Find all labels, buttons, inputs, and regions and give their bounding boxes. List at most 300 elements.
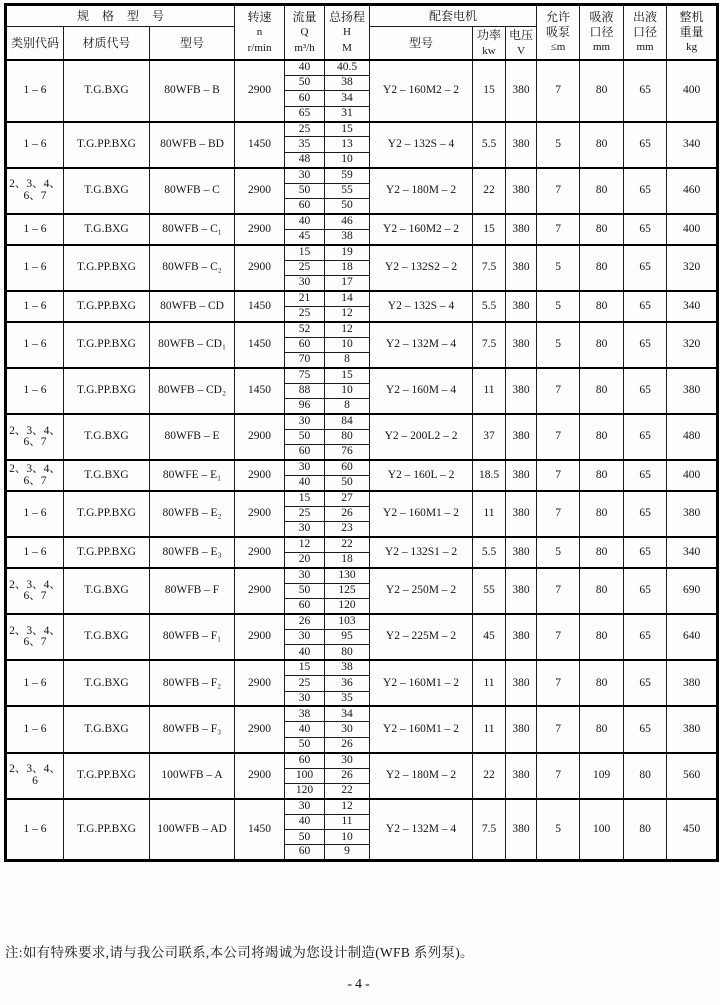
category-cell: 1 – 6 bbox=[6, 660, 64, 706]
power-cell: 7.5 bbox=[473, 322, 506, 368]
material-cell: T.G.BXG bbox=[64, 414, 150, 460]
voltage-cell: 380 bbox=[506, 753, 537, 799]
outlet-diameter-cell: 65 bbox=[624, 614, 667, 660]
material-cell: T.G.PP.BXG bbox=[64, 753, 150, 799]
inlet-diameter-cell: 80 bbox=[580, 60, 624, 122]
model-cell: 80WFB – E₃ bbox=[150, 537, 235, 568]
suction-cell: 5 bbox=[537, 799, 580, 861]
head-cell: 12 bbox=[325, 799, 370, 814]
table-row bbox=[6, 214, 718, 229]
model-cell: 100WFB – AD bbox=[150, 799, 235, 861]
category-cell: 2、3、4、6、7 bbox=[6, 460, 64, 491]
model-cell: 80WFB – C₂ bbox=[150, 245, 235, 291]
head-cell: 26 bbox=[325, 768, 370, 783]
table-row bbox=[6, 537, 718, 552]
head-cell: 36 bbox=[325, 676, 370, 691]
category-cell: 1 – 6 bbox=[6, 291, 64, 322]
motor-model-cell: Y2 – 160L – 2 bbox=[370, 460, 473, 491]
voltage-cell: 380 bbox=[506, 460, 537, 491]
header-head: 总扬程 H M bbox=[325, 5, 370, 61]
head-cell: 30 bbox=[325, 753, 370, 768]
suction-cell: 5 bbox=[537, 537, 580, 568]
header-material-code: 材质代号 bbox=[64, 27, 150, 61]
motor-model-cell: Y2 – 225M – 2 bbox=[370, 614, 473, 660]
motor-model-cell: Y2 – 132S1 – 2 bbox=[370, 537, 473, 568]
flow-cell: 38 bbox=[285, 706, 325, 721]
motor-model-cell: Y2 – 180M – 2 bbox=[370, 753, 473, 799]
head-cell: 8 bbox=[325, 399, 370, 414]
head-cell: 23 bbox=[325, 522, 370, 537]
head-cell: 12 bbox=[325, 322, 370, 337]
speed-cell: 2900 bbox=[235, 706, 285, 752]
voltage-cell: 380 bbox=[506, 706, 537, 752]
head-cell: 26 bbox=[325, 506, 370, 521]
outlet-diameter-cell: 65 bbox=[624, 706, 667, 752]
category-cell: 1 – 6 bbox=[6, 491, 64, 537]
speed-cell: 2900 bbox=[235, 568, 285, 614]
suction-cell: 7 bbox=[537, 460, 580, 491]
head-cell: 19 bbox=[325, 245, 370, 260]
flow-cell: 30 bbox=[285, 168, 325, 183]
material-cell: T.G.PP.BXG bbox=[64, 368, 150, 414]
head-cell: 26 bbox=[325, 737, 370, 752]
flow-cell: 25 bbox=[285, 306, 325, 321]
head-cell: 80 bbox=[325, 645, 370, 660]
table-row bbox=[6, 60, 718, 75]
flow-cell: 15 bbox=[285, 491, 325, 506]
power-cell: 11 bbox=[473, 368, 506, 414]
power-cell: 22 bbox=[473, 168, 506, 214]
header-category-code: 类别代码 bbox=[6, 27, 64, 61]
model-cell: 80WFB – F₃ bbox=[150, 706, 235, 752]
material-cell: T.G.PP.BXG bbox=[64, 291, 150, 322]
flow-cell: 88 bbox=[285, 383, 325, 398]
speed-cell: 2900 bbox=[235, 245, 285, 291]
model-cell: 80WFE – E₁ bbox=[150, 460, 235, 491]
table-row bbox=[6, 799, 718, 814]
head-cell: 15 bbox=[325, 122, 370, 137]
head-cell: 18 bbox=[325, 260, 370, 275]
power-cell: 5.5 bbox=[473, 291, 506, 322]
head-cell: 38 bbox=[325, 229, 370, 244]
speed-cell: 1450 bbox=[235, 291, 285, 322]
suction-cell: 7 bbox=[537, 753, 580, 799]
suction-cell: 7 bbox=[537, 614, 580, 660]
head-cell: 27 bbox=[325, 491, 370, 506]
category-cell: 2、3、4、6、7 bbox=[6, 614, 64, 660]
weight-cell: 640 bbox=[667, 614, 718, 660]
model-cell: 80WFB – B bbox=[150, 60, 235, 122]
flow-cell: 96 bbox=[285, 399, 325, 414]
head-cell: 55 bbox=[325, 183, 370, 198]
flow-cell: 12 bbox=[285, 537, 325, 552]
page-number: -4- bbox=[347, 977, 373, 992]
head-cell: 34 bbox=[325, 706, 370, 721]
category-cell: 2、3、4、6 bbox=[6, 753, 64, 799]
model-cell: 80WFB – BD bbox=[150, 122, 235, 168]
flow-cell: 60 bbox=[285, 599, 325, 614]
head-cell: 103 bbox=[325, 614, 370, 629]
voltage-cell: 380 bbox=[506, 799, 537, 861]
head-cell: 9 bbox=[325, 845, 370, 860]
flow-cell: 40 bbox=[285, 476, 325, 491]
weight-cell: 480 bbox=[667, 414, 718, 460]
header-spec-group: 规格型号 bbox=[6, 5, 235, 27]
flow-cell: 20 bbox=[285, 553, 325, 568]
outlet-diameter-cell: 65 bbox=[624, 60, 667, 122]
outlet-diameter-cell: 65 bbox=[624, 291, 667, 322]
category-cell: 1 – 6 bbox=[6, 60, 64, 122]
outlet-diameter-cell: 65 bbox=[624, 122, 667, 168]
category-cell: 2、3、4、6、7 bbox=[6, 414, 64, 460]
flow-cell: 40 bbox=[285, 645, 325, 660]
head-cell: 50 bbox=[325, 199, 370, 214]
flow-cell: 75 bbox=[285, 368, 325, 383]
table-row bbox=[6, 122, 718, 137]
head-cell: 22 bbox=[325, 537, 370, 552]
head-cell: 80 bbox=[325, 429, 370, 444]
flow-cell: 45 bbox=[285, 229, 325, 244]
category-cell: 2、3、4、6、7 bbox=[6, 568, 64, 614]
flow-cell: 25 bbox=[285, 260, 325, 275]
speed-cell: 1450 bbox=[235, 322, 285, 368]
head-cell: 15 bbox=[325, 368, 370, 383]
outlet-diameter-cell: 65 bbox=[624, 322, 667, 368]
flow-cell: 50 bbox=[285, 183, 325, 198]
header-outlet-diameter: 出液 口径 mm bbox=[624, 5, 667, 61]
suction-cell: 7 bbox=[537, 706, 580, 752]
motor-model-cell: Y2 – 132S2 – 2 bbox=[370, 245, 473, 291]
inlet-diameter-cell: 80 bbox=[580, 122, 624, 168]
weight-cell: 340 bbox=[667, 122, 718, 168]
footnote: 注:如有特殊要求,请与我公司联系,本公司将竭诚为您设计制造(WFB 系列泵)。 bbox=[5, 945, 474, 960]
head-cell: 18 bbox=[325, 553, 370, 568]
power-cell: 55 bbox=[473, 568, 506, 614]
motor-model-cell: Y2 – 160M1 – 2 bbox=[370, 660, 473, 706]
speed-cell: 1450 bbox=[235, 122, 285, 168]
inlet-diameter-cell: 80 bbox=[580, 414, 624, 460]
flow-cell: 30 bbox=[285, 691, 325, 706]
material-cell: T.G.BXG bbox=[64, 614, 150, 660]
suction-cell: 7 bbox=[537, 414, 580, 460]
weight-cell: 320 bbox=[667, 322, 718, 368]
inlet-diameter-cell: 80 bbox=[580, 537, 624, 568]
speed-cell: 2900 bbox=[235, 168, 285, 214]
table-header bbox=[6, 5, 718, 61]
model-cell: 80WFB – CD₂ bbox=[150, 368, 235, 414]
speed-cell: 2900 bbox=[235, 537, 285, 568]
head-cell: 76 bbox=[325, 445, 370, 460]
header-model: 型号 bbox=[150, 27, 235, 61]
weight-cell: 460 bbox=[667, 168, 718, 214]
head-cell: 40.5 bbox=[325, 60, 370, 75]
voltage-cell: 380 bbox=[506, 491, 537, 537]
motor-model-cell: Y2 – 160M2 – 2 bbox=[370, 60, 473, 122]
table-row bbox=[6, 245, 718, 260]
motor-model-cell: Y2 – 132S – 4 bbox=[370, 122, 473, 168]
head-cell: 46 bbox=[325, 214, 370, 229]
flow-cell: 50 bbox=[285, 583, 325, 598]
flow-cell: 30 bbox=[285, 276, 325, 291]
category-cell: 1 – 6 bbox=[6, 322, 64, 368]
category-cell: 1 – 6 bbox=[6, 245, 64, 291]
category-cell: 1 – 6 bbox=[6, 537, 64, 568]
head-cell: 17 bbox=[325, 276, 370, 291]
header-inlet-diameter: 吸液 口径 mm bbox=[580, 5, 624, 61]
speed-cell: 1450 bbox=[235, 368, 285, 414]
table-row bbox=[6, 291, 718, 306]
outlet-diameter-cell: 65 bbox=[624, 568, 667, 614]
suction-cell: 7 bbox=[537, 660, 580, 706]
head-cell: 120 bbox=[325, 599, 370, 614]
inlet-diameter-cell: 109 bbox=[580, 753, 624, 799]
voltage-cell: 380 bbox=[506, 368, 537, 414]
outlet-diameter-cell: 65 bbox=[624, 491, 667, 537]
inlet-diameter-cell: 80 bbox=[580, 168, 624, 214]
model-cell: 80WFB – E bbox=[150, 414, 235, 460]
inlet-diameter-cell: 80 bbox=[580, 214, 624, 245]
material-cell: T.G.BXG bbox=[64, 60, 150, 122]
voltage-cell: 380 bbox=[506, 660, 537, 706]
inlet-diameter-cell: 80 bbox=[580, 491, 624, 537]
weight-cell: 340 bbox=[667, 291, 718, 322]
flow-cell: 25 bbox=[285, 676, 325, 691]
outlet-diameter-cell: 65 bbox=[624, 245, 667, 291]
speed-cell: 2900 bbox=[235, 214, 285, 245]
head-cell: 10 bbox=[325, 337, 370, 352]
flow-cell: 30 bbox=[285, 414, 325, 429]
suction-cell: 7 bbox=[537, 491, 580, 537]
head-cell: 8 bbox=[325, 352, 370, 367]
flow-cell: 15 bbox=[285, 245, 325, 260]
speed-cell: 2900 bbox=[235, 414, 285, 460]
power-cell: 11 bbox=[473, 706, 506, 752]
flow-cell: 26 bbox=[285, 614, 325, 629]
weight-cell: 380 bbox=[667, 660, 718, 706]
flow-cell: 15 bbox=[285, 660, 325, 675]
flow-cell: 65 bbox=[285, 106, 325, 121]
outlet-diameter-cell: 80 bbox=[624, 799, 667, 861]
material-cell: T.G.PP.BXG bbox=[64, 799, 150, 861]
model-cell: 80WFB – CD₁ bbox=[150, 322, 235, 368]
suction-cell: 5 bbox=[537, 291, 580, 322]
flow-cell: 60 bbox=[285, 91, 325, 106]
category-cell: 1 – 6 bbox=[6, 368, 64, 414]
flow-cell: 50 bbox=[285, 737, 325, 752]
flow-cell: 40 bbox=[285, 60, 325, 75]
suction-cell: 7 bbox=[537, 60, 580, 122]
motor-model-cell: Y2 – 132M – 4 bbox=[370, 322, 473, 368]
flow-cell: 30 bbox=[285, 568, 325, 583]
head-cell: 38 bbox=[325, 75, 370, 90]
suction-cell: 7 bbox=[537, 368, 580, 414]
flow-cell: 60 bbox=[285, 337, 325, 352]
model-cell: 80WFB – F bbox=[150, 568, 235, 614]
flow-cell: 50 bbox=[285, 75, 325, 90]
power-cell: 45 bbox=[473, 614, 506, 660]
material-cell: T.G.BXG bbox=[64, 568, 150, 614]
flow-cell: 40 bbox=[285, 214, 325, 229]
head-cell: 11 bbox=[325, 814, 370, 829]
speed-cell: 2900 bbox=[235, 614, 285, 660]
outlet-diameter-cell: 65 bbox=[624, 168, 667, 214]
category-cell: 1 – 6 bbox=[6, 214, 64, 245]
outlet-diameter-cell: 65 bbox=[624, 214, 667, 245]
voltage-cell: 380 bbox=[506, 614, 537, 660]
head-cell: 22 bbox=[325, 783, 370, 798]
header-voltage: 电压 V bbox=[506, 27, 537, 61]
flow-cell: 30 bbox=[285, 799, 325, 814]
head-cell: 13 bbox=[325, 137, 370, 152]
motor-model-cell: Y2 – 160M1 – 2 bbox=[370, 706, 473, 752]
flow-cell: 30 bbox=[285, 460, 325, 475]
table-row bbox=[6, 368, 718, 383]
material-cell: T.G.BXG bbox=[64, 460, 150, 491]
flow-cell: 35 bbox=[285, 137, 325, 152]
outlet-diameter-cell: 65 bbox=[624, 660, 667, 706]
weight-cell: 340 bbox=[667, 537, 718, 568]
power-cell: 7.5 bbox=[473, 799, 506, 861]
table-row bbox=[6, 414, 718, 429]
speed-cell: 1450 bbox=[235, 799, 285, 861]
speed-cell: 2900 bbox=[235, 460, 285, 491]
flow-cell: 60 bbox=[285, 445, 325, 460]
material-cell: T.G.PP.BXG bbox=[64, 322, 150, 368]
table-row bbox=[6, 491, 718, 506]
outlet-diameter-cell: 65 bbox=[624, 460, 667, 491]
table-row bbox=[6, 168, 718, 183]
material-cell: T.G.BXG bbox=[64, 214, 150, 245]
suction-cell: 7 bbox=[537, 568, 580, 614]
material-cell: T.G.BXG bbox=[64, 706, 150, 752]
suction-cell: 5 bbox=[537, 245, 580, 291]
model-cell: 100WFB – A bbox=[150, 753, 235, 799]
suction-cell: 5 bbox=[537, 322, 580, 368]
head-cell: 31 bbox=[325, 106, 370, 121]
model-cell: 80WFB – F₂ bbox=[150, 660, 235, 706]
flow-cell: 25 bbox=[285, 506, 325, 521]
weight-cell: 560 bbox=[667, 753, 718, 799]
power-cell: 5.5 bbox=[473, 537, 506, 568]
power-cell: 15 bbox=[473, 60, 506, 122]
voltage-cell: 380 bbox=[506, 291, 537, 322]
power-cell: 11 bbox=[473, 660, 506, 706]
weight-cell: 320 bbox=[667, 245, 718, 291]
header-speed: 转速 n r/min bbox=[235, 5, 285, 61]
motor-model-cell: Y2 – 180M – 2 bbox=[370, 168, 473, 214]
head-cell: 60 bbox=[325, 460, 370, 475]
head-cell: 10 bbox=[325, 830, 370, 845]
flow-cell: 60 bbox=[285, 753, 325, 768]
model-cell: 80WFB – E₂ bbox=[150, 491, 235, 537]
head-cell: 10 bbox=[325, 383, 370, 398]
speed-cell: 2900 bbox=[235, 753, 285, 799]
power-cell: 7.5 bbox=[473, 245, 506, 291]
material-cell: T.G.PP.BXG bbox=[64, 122, 150, 168]
voltage-cell: 380 bbox=[506, 214, 537, 245]
category-cell: 1 – 6 bbox=[6, 706, 64, 752]
inlet-diameter-cell: 80 bbox=[580, 291, 624, 322]
category-cell: 1 – 6 bbox=[6, 799, 64, 861]
outlet-diameter-cell: 65 bbox=[624, 537, 667, 568]
voltage-cell: 380 bbox=[506, 568, 537, 614]
flow-cell: 21 bbox=[285, 291, 325, 306]
motor-model-cell: Y2 – 160M – 4 bbox=[370, 368, 473, 414]
outlet-diameter-cell: 80 bbox=[624, 753, 667, 799]
head-cell: 12 bbox=[325, 306, 370, 321]
flow-cell: 60 bbox=[285, 199, 325, 214]
model-cell: 80WFB – C bbox=[150, 168, 235, 214]
weight-cell: 400 bbox=[667, 60, 718, 122]
spec-table-body bbox=[6, 60, 718, 860]
head-cell: 130 bbox=[325, 568, 370, 583]
flow-cell: 120 bbox=[285, 783, 325, 798]
voltage-cell: 380 bbox=[506, 245, 537, 291]
flow-cell: 40 bbox=[285, 814, 325, 829]
table-row bbox=[6, 753, 718, 768]
header-weight: 整机 重量 kg bbox=[667, 5, 718, 61]
power-cell: 15 bbox=[473, 214, 506, 245]
table-row bbox=[6, 568, 718, 583]
power-cell: 18.5 bbox=[473, 460, 506, 491]
voltage-cell: 380 bbox=[506, 168, 537, 214]
suction-cell: 7 bbox=[537, 168, 580, 214]
header-suction: 允许 吸泵 ≤m bbox=[537, 5, 580, 61]
flow-cell: 30 bbox=[285, 522, 325, 537]
category-cell: 2、3、4、6、7 bbox=[6, 168, 64, 214]
suction-cell: 7 bbox=[537, 214, 580, 245]
motor-model-cell: Y2 – 132S – 4 bbox=[370, 291, 473, 322]
head-cell: 35 bbox=[325, 691, 370, 706]
model-cell: 80WFB – C₁ bbox=[150, 214, 235, 245]
motor-model-cell: Y2 – 160M1 – 2 bbox=[370, 491, 473, 537]
inlet-diameter-cell: 80 bbox=[580, 706, 624, 752]
inlet-diameter-cell: 80 bbox=[580, 368, 624, 414]
speed-cell: 2900 bbox=[235, 660, 285, 706]
head-cell: 30 bbox=[325, 722, 370, 737]
pump-spec-table bbox=[4, 3, 719, 862]
header-power: 功率 kw bbox=[473, 27, 506, 61]
head-cell: 10 bbox=[325, 152, 370, 167]
flow-cell: 25 bbox=[285, 122, 325, 137]
material-cell: T.G.PP.BXG bbox=[64, 491, 150, 537]
flow-cell: 40 bbox=[285, 722, 325, 737]
weight-cell: 380 bbox=[667, 368, 718, 414]
flow-cell: 100 bbox=[285, 768, 325, 783]
head-cell: 84 bbox=[325, 414, 370, 429]
weight-cell: 400 bbox=[667, 460, 718, 491]
header-motor-group: 配套电机 bbox=[370, 5, 537, 27]
weight-cell: 690 bbox=[667, 568, 718, 614]
suction-cell: 5 bbox=[537, 122, 580, 168]
head-cell: 34 bbox=[325, 91, 370, 106]
table-row bbox=[6, 460, 718, 475]
flow-cell: 50 bbox=[285, 830, 325, 845]
material-cell: T.G.BXG bbox=[64, 168, 150, 214]
voltage-cell: 380 bbox=[506, 414, 537, 460]
head-cell: 14 bbox=[325, 291, 370, 306]
head-cell: 95 bbox=[325, 629, 370, 644]
head-cell: 125 bbox=[325, 583, 370, 598]
table-row bbox=[6, 614, 718, 629]
speed-cell: 2900 bbox=[235, 60, 285, 122]
motor-model-cell: Y2 – 160M2 – 2 bbox=[370, 214, 473, 245]
voltage-cell: 380 bbox=[506, 60, 537, 122]
model-cell: 80WFB – CD bbox=[150, 291, 235, 322]
flow-cell: 52 bbox=[285, 322, 325, 337]
weight-cell: 380 bbox=[667, 706, 718, 752]
flow-cell: 60 bbox=[285, 845, 325, 860]
